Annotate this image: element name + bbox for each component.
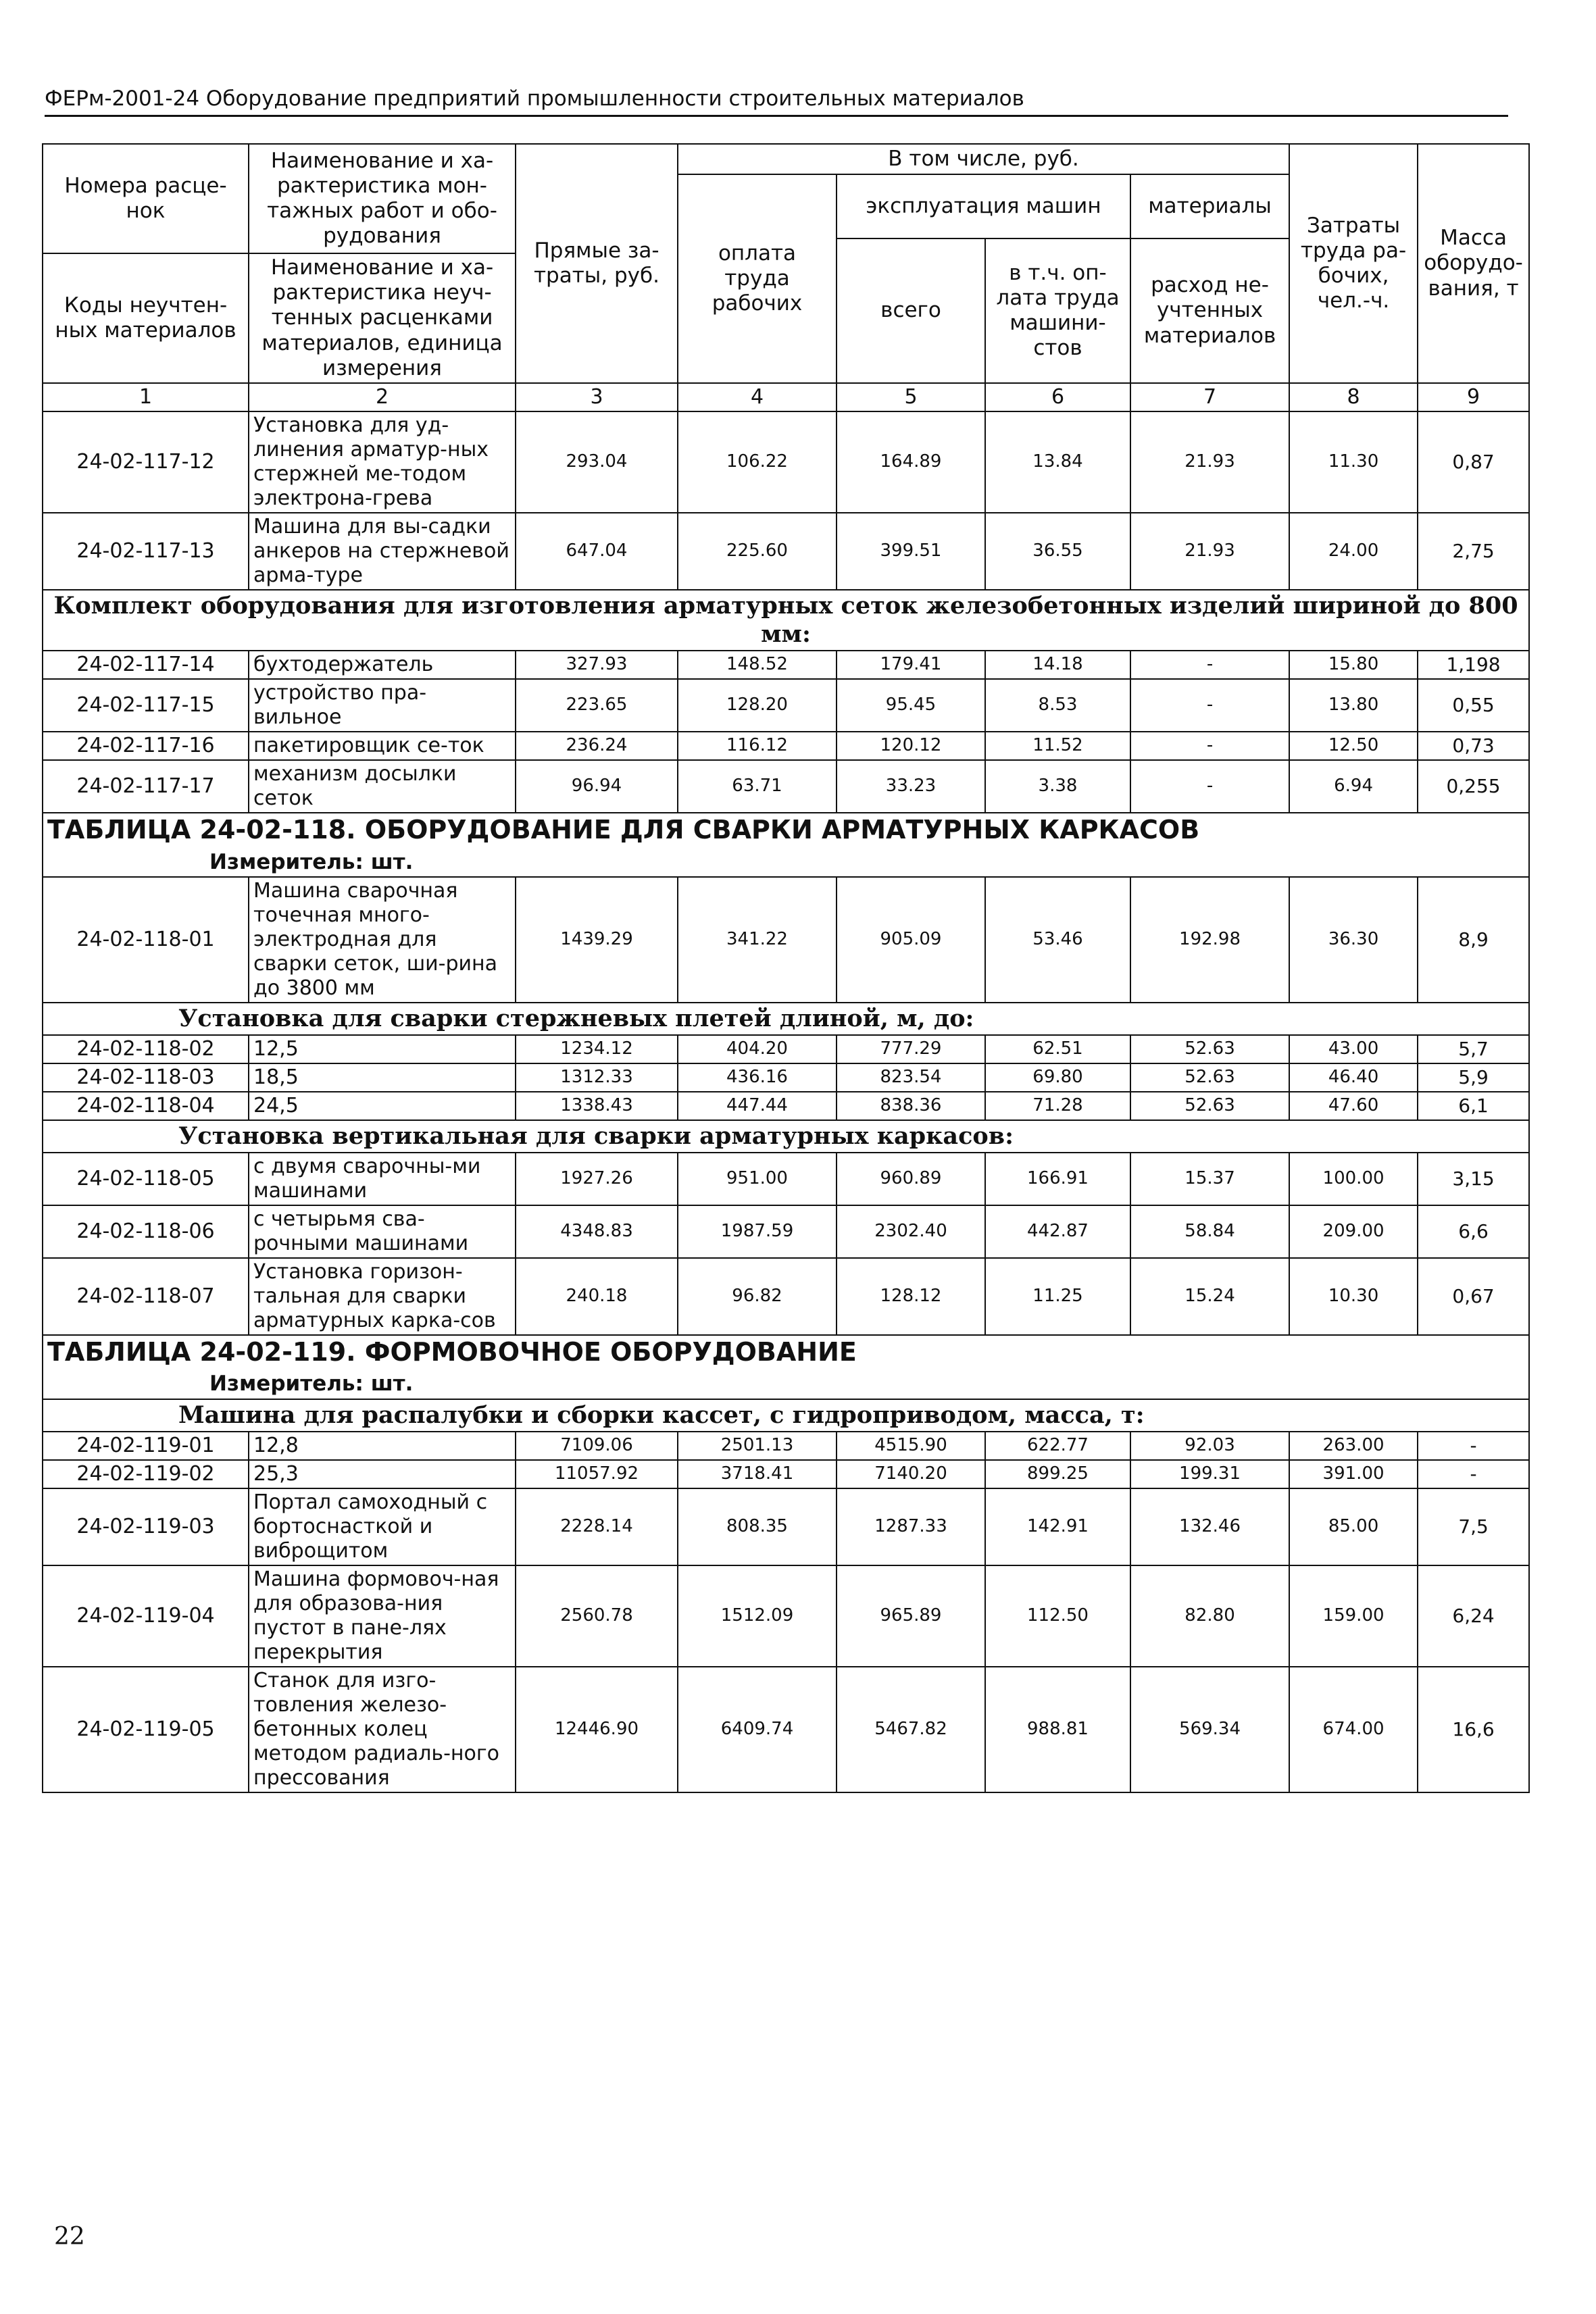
material-costs: - [1130,760,1289,813]
labor-pay: 341.22 [678,877,837,1003]
section-row [43,1120,1529,1153]
labor-pay: 128.20 [678,679,837,732]
direct-costs: 1338.43 [516,1092,678,1120]
rate-name: Машина для вы-садки анкеров на стержневой арма-туре [249,513,516,590]
rate-name: Портал самоходный с бортоснасткой и виброщитом [249,1488,516,1565]
labor-hours: 85.00 [1289,1488,1418,1565]
equipment-mass: 1,198 [1418,651,1529,679]
machinist-pay: 53.46 [985,877,1130,1003]
direct-costs: 1234.12 [516,1035,678,1063]
rate-name: устройство пра-вильное [249,679,516,732]
labor-pay: 2501.13 [678,1432,837,1460]
labor-hours: 36.30 [1289,877,1418,1003]
material-costs: 15.24 [1130,1258,1289,1335]
labor-hours: 47.60 [1289,1092,1418,1120]
equipment-mass: 0,255 [1418,760,1529,813]
table-title-cell [43,813,1529,877]
machine-costs: 120.12 [837,732,985,760]
labor-pay: 148.52 [678,651,837,679]
rate-code: 24-02-118-03 [43,1063,249,1092]
header-name-bottom: Наименование и ха-рактеристика неуч-тенных расценками материалов, единица измерения [249,253,516,383]
rate-name: Станок для изго-товления железо-бетонных колец методом радиаль-ного прессования [249,1667,516,1792]
direct-costs: 12446.90 [516,1667,678,1792]
unit-of-measure [47,1372,1524,1397]
machinist-pay: 622.77 [985,1432,1130,1460]
column-number: 6 [985,383,1130,411]
header-total: всего [837,238,985,383]
rate-name: Установка для уд-линения арматур-ных стержней ме-тодом электрона-грева [249,411,516,513]
material-costs: 199.31 [1130,1460,1289,1488]
header-name-top: Наименование и ха-рактеристика мон-тажных работ и обо-рудования [249,144,516,253]
machine-costs: 905.09 [837,877,985,1003]
labor-hours: 209.00 [1289,1205,1418,1258]
equipment-mass: 16,6 [1418,1667,1529,1792]
table-row [43,760,1529,813]
table-row [43,513,1529,590]
header-unaccounted: расход не-учтенных материалов [1130,238,1289,383]
equipment-mass: 6,24 [1418,1565,1529,1667]
table-title: ТАБЛИЦА 24-02-119. ФОРМОВОЧНОЕ ОБОРУДОВАНИЕ [47,1336,857,1367]
labor-hours: 100.00 [1289,1153,1418,1205]
machine-costs: 5467.82 [837,1667,985,1792]
direct-costs: 236.24 [516,732,678,760]
table-row [43,732,1529,760]
direct-costs: 2228.14 [516,1488,678,1565]
table-row [43,1565,1529,1667]
rate-name: 18,5 [249,1063,516,1092]
table-title-row [43,813,1529,877]
labor-hours: 159.00 [1289,1565,1418,1667]
labor-pay: 951.00 [678,1153,837,1205]
header-incl: В том числе, руб. [678,144,1289,174]
rate-code: 24-02-119-02 [43,1460,249,1488]
section-heading: Установка для сварки стержневых плетей длиной, м, до: [43,1003,1529,1035]
meter-label: Измеритель: [209,1372,364,1397]
machine-costs: 128.12 [837,1258,985,1335]
material-costs: 92.03 [1130,1432,1289,1460]
column-number: 3 [516,383,678,411]
rate-name: 25,3 [249,1460,516,1488]
material-costs: 15.37 [1130,1153,1289,1205]
rate-code: 24-02-119-04 [43,1565,249,1667]
running-head: ФЕРм-2001-24 Оборудование предприятий промышленности строительных материалов [45,86,1508,117]
labor-pay: 1512.09 [678,1565,837,1667]
header-mass: Масса оборудо-вания, т [1418,144,1529,383]
direct-costs: 293.04 [516,411,678,513]
direct-costs: 223.65 [516,679,678,732]
equipment-mass: 6,6 [1418,1205,1529,1258]
rate-name: 12,8 [249,1432,516,1460]
machinist-pay: 442.87 [985,1205,1130,1258]
material-costs: 132.46 [1130,1488,1289,1565]
equipment-mass: - [1418,1432,1529,1460]
rate-code: 24-02-119-01 [43,1432,249,1460]
table-row [43,1092,1529,1120]
material-costs: 192.98 [1130,877,1289,1003]
material-costs: 82.80 [1130,1565,1289,1667]
table-row [43,679,1529,732]
labor-hours: 12.50 [1289,732,1418,760]
rate-name: Машина формовоч-ная для образова-ния пустот в пане-лях перекрытия [249,1565,516,1667]
direct-costs: 240.18 [516,1258,678,1335]
equipment-mass: 0,67 [1418,1258,1529,1335]
section-heading: Машина для распалубки и сборки кассет, с гидроприводом, масса, т: [43,1399,1529,1432]
section-row [43,1399,1529,1432]
machinist-pay: 11.25 [985,1258,1130,1335]
machine-costs: 179.41 [837,651,985,679]
table-row [43,1063,1529,1092]
equipment-mass: 8,9 [1418,877,1529,1003]
table-row [43,1460,1529,1488]
equipment-mass: 0,87 [1418,411,1529,513]
section-row [43,1003,1529,1035]
rate-code: 24-02-119-03 [43,1488,249,1565]
labor-pay: 404.20 [678,1035,837,1063]
machine-costs: 838.36 [837,1092,985,1120]
machinist-pay: 112.50 [985,1565,1130,1667]
column-number: 4 [678,383,837,411]
direct-costs: 96.94 [516,760,678,813]
labor-hours: 15.80 [1289,651,1418,679]
rate-code: 24-02-117-14 [43,651,249,679]
equipment-mass: 6,1 [1418,1092,1529,1120]
column-number: 8 [1289,383,1418,411]
rate-name: с двумя сварочны-ми машинами [249,1153,516,1205]
direct-costs: 2560.78 [516,1565,678,1667]
labor-hours: 24.00 [1289,513,1418,590]
rate-code: 24-02-117-12 [43,411,249,513]
machinist-pay: 14.18 [985,651,1130,679]
equipment-mass: 2,75 [1418,513,1529,590]
material-costs: 58.84 [1130,1205,1289,1258]
machinist-pay: 899.25 [985,1460,1130,1488]
meter-unit: шт. [370,849,414,874]
machinist-pay: 13.84 [985,411,1130,513]
table-row [43,1488,1529,1565]
table-row [43,411,1529,513]
machinist-pay: 11.52 [985,732,1130,760]
labor-pay: 1987.59 [678,1205,837,1258]
machine-costs: 823.54 [837,1063,985,1092]
material-costs: 52.63 [1130,1063,1289,1092]
rate-code: 24-02-118-06 [43,1205,249,1258]
equipment-mass: 5,9 [1418,1063,1529,1092]
column-number: 9 [1418,383,1529,411]
section-row [43,590,1529,651]
labor-hours: 10.30 [1289,1258,1418,1335]
labor-pay: 106.22 [678,411,837,513]
table-title-row [43,1335,1529,1399]
labor-pay: 447.44 [678,1092,837,1120]
material-costs: 52.63 [1130,1092,1289,1120]
machine-costs: 399.51 [837,513,985,590]
rate-code: 24-02-118-04 [43,1092,249,1120]
table-title-cell [43,1335,1529,1399]
material-costs: - [1130,679,1289,732]
machine-costs: 95.45 [837,679,985,732]
column-number: 7 [1130,383,1289,411]
material-costs: - [1130,732,1289,760]
labor-hours: 6.94 [1289,760,1418,813]
machine-costs: 33.23 [837,760,985,813]
table-row [43,1035,1529,1063]
rate-code: 24-02-118-01 [43,877,249,1003]
header-machines: эксплуатация машин [837,174,1130,238]
header-direct-costs: Прямые за-траты, руб. [516,144,678,383]
page-number: 22 [54,2223,85,2250]
labor-hours: 46.40 [1289,1063,1418,1092]
machine-costs: 960.89 [837,1153,985,1205]
equipment-mass: 5,7 [1418,1035,1529,1063]
machine-costs: 164.89 [837,411,985,513]
table-row [43,1205,1529,1258]
header-code-bottom: Коды неучтен-ных материалов [43,253,249,383]
labor-pay: 225.60 [678,513,837,590]
rate-code: 24-02-117-15 [43,679,249,732]
header-materials: материалы [1130,174,1289,238]
header-labor-cost: Затраты труда ра-бочих, чел.-ч. [1289,144,1418,383]
rate-name: механизм досылки сеток [249,760,516,813]
column-number: 5 [837,383,985,411]
rate-code: 24-02-118-05 [43,1153,249,1205]
column-number-row [43,383,1529,411]
machinist-pay: 71.28 [985,1092,1130,1120]
direct-costs: 1439.29 [516,877,678,1003]
direct-costs: 11057.92 [516,1460,678,1488]
machine-costs: 965.89 [837,1565,985,1667]
section-heading: Установка вертикальная для сварки арматурных каркасов: [43,1120,1529,1153]
material-costs: 21.93 [1130,411,1289,513]
rate-code: 24-02-119-05 [43,1667,249,1792]
machine-costs: 4515.90 [837,1432,985,1460]
material-costs: 52.63 [1130,1035,1289,1063]
rate-name: 12,5 [249,1035,516,1063]
direct-costs: 327.93 [516,651,678,679]
table-title: ТАБЛИЦА 24-02-118. ОБОРУДОВАНИЕ ДЛЯ СВАРКИ АРМАТУРНЫХ КАРКАСОВ [47,814,1200,845]
meter-unit: шт. [370,1372,414,1397]
table-row [43,1667,1529,1792]
header-labor: оплата труда рабочих [678,174,837,383]
header-incl-machinists: в т.ч. оп-лата труда машини-стов [985,238,1130,383]
equipment-mass: - [1418,1460,1529,1488]
table-row [43,651,1529,679]
rate-code: 24-02-117-16 [43,732,249,760]
rate-name: Машина сварочная точечная много-электродная для сварки сеток, ши-рина до 3800 мм [249,877,516,1003]
rate-name: бухтодержатель [249,651,516,679]
equipment-mass: 0,55 [1418,679,1529,732]
labor-pay: 6409.74 [678,1667,837,1792]
labor-pay: 808.35 [678,1488,837,1565]
labor-hours: 11.30 [1289,411,1418,513]
direct-costs: 7109.06 [516,1432,678,1460]
labor-pay: 116.12 [678,732,837,760]
material-costs: 569.34 [1130,1667,1289,1792]
rate-code: 24-02-118-07 [43,1258,249,1335]
machine-costs: 2302.40 [837,1205,985,1258]
section-heading: Комплект оборудования для изготовления арматурных сеток железобетонных изделий шириной до 800 мм: [43,590,1529,651]
labor-pay: 63.71 [678,760,837,813]
table-row [43,1258,1529,1335]
direct-costs: 1927.26 [516,1153,678,1205]
rate-name: 24,5 [249,1092,516,1120]
labor-hours: 43.00 [1289,1035,1418,1063]
rate-name: пакетировщик се-ток [249,732,516,760]
meter-label: Измеритель: [209,849,364,874]
machinist-pay: 8.53 [985,679,1130,732]
header-code-top: Номера расце-нок [43,144,249,253]
machinist-pay: 69.80 [985,1063,1130,1092]
machinist-pay: 142.91 [985,1488,1130,1565]
labor-pay: 3718.41 [678,1460,837,1488]
labor-pay: 436.16 [678,1063,837,1092]
machinist-pay: 988.81 [985,1667,1130,1792]
machine-costs: 1287.33 [837,1488,985,1565]
machinist-pay: 3.38 [985,760,1130,813]
machinist-pay: 62.51 [985,1035,1130,1063]
labor-hours: 13.80 [1289,679,1418,732]
rate-name: с четырьмя сва-рочными машинами [249,1205,516,1258]
direct-costs: 1312.33 [516,1063,678,1092]
table-body [43,144,1529,1792]
material-costs: - [1130,651,1289,679]
machine-costs: 777.29 [837,1035,985,1063]
table-row [43,1432,1529,1460]
material-costs: 21.93 [1130,513,1289,590]
column-number: 2 [249,383,516,411]
machinist-pay: 36.55 [985,513,1130,590]
machinist-pay: 166.91 [985,1153,1130,1205]
equipment-mass: 7,5 [1418,1488,1529,1565]
unit-of-measure [47,850,1524,875]
equipment-mass: 0,73 [1418,732,1529,760]
labor-hours: 263.00 [1289,1432,1418,1460]
labor-hours: 674.00 [1289,1667,1418,1792]
rate-code: 24-02-117-13 [43,513,249,590]
direct-costs: 647.04 [516,513,678,590]
machine-costs: 7140.20 [837,1460,985,1488]
rates-table [42,143,1530,1793]
rate-code: 24-02-117-17 [43,760,249,813]
column-number: 1 [43,383,249,411]
rate-name: Установка горизон-тальная для сварки арматурных карка-сов [249,1258,516,1335]
rate-code: 24-02-118-02 [43,1035,249,1063]
direct-costs: 4348.83 [516,1205,678,1258]
table-row [43,877,1529,1003]
equipment-mass: 3,15 [1418,1153,1529,1205]
labor-pay: 96.82 [678,1258,837,1335]
labor-hours: 391.00 [1289,1460,1418,1488]
table-row [43,1153,1529,1205]
